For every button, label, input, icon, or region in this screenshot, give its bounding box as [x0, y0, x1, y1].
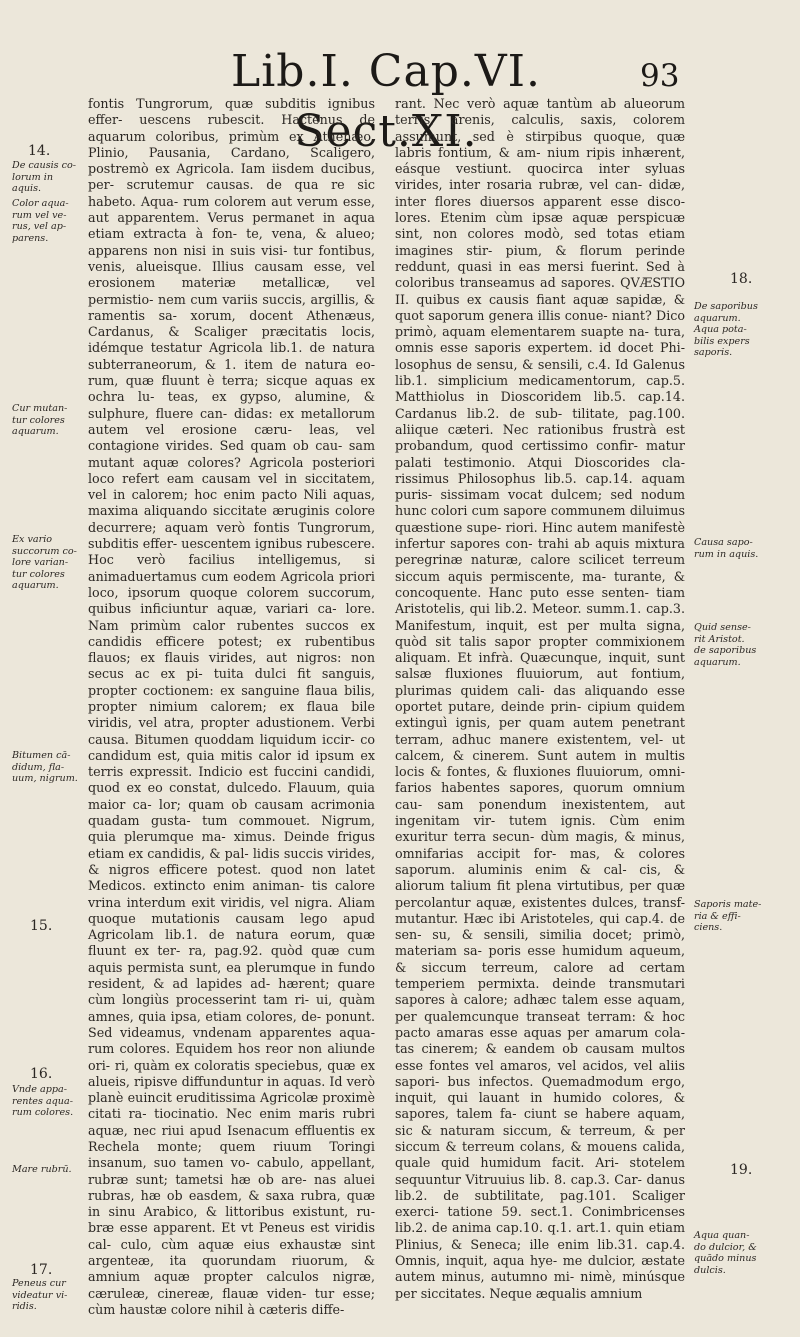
section-number-18: 18. — [730, 271, 753, 287]
margin-note-causis: De causis co- lorum in aquis. — [12, 160, 77, 194]
section-number-19: 19. — [730, 1162, 753, 1178]
right-column — [395, 96, 685, 1302]
margin-note-cur: Cur mutan- tur colores aquarum. — [12, 403, 68, 437]
right-column-text: rant. Nec verò aquæ tantùm ab alueorum terris, arenis, calculis, saxis, colorem assumunt, sed è stirpibus quoque, quæ labris fontium, & am- nium ripis inhærent, eásque vestiunt. quocirca inter syluas virides, inter rosaria rubræ, vel can- didæ, inter flores diuersos apparent esse disco- lores. Etenim cùm ipsæ aquæ perspicuæ sint, non colores modò, sed totas etiam imagines stir- pium, & florum perinde reddunt, quasi in eas mersi fuerint. Sed à coloribus transeamus ad sapores. QVÆSTIO II. quibus ex causis fiant aquæ sapidæ, & quot saporum genera illis conue- niant? Dico primò, aquam elementarem suapte na- tura, omnis esse saporis expertem. id docet Phi- losophus de sensu, & sensili, c.4. Id Galenus lib.1. simplicium medicamentorum, cap.5. Matthiolus in Dioscoridem lib.5. cap.14. Cardanus lib.2. de sub- tilitate, pag.100. aliique cæteri. Nec rationibus frustrà est probandum, quod certissimo confir- matur palati testimonio. Atqui Dioscorides cla- rissimus Philosophus lib.5. cap.14. aquam puris- sissimam vocat dulcem; sed nodum hunc colori cum sapore communem diluimus quæstione supe- riori. Hinc autem manifestè infertur sapores con- trahi ab aquis mixtura peregrinæ naturæ, calore scilicet terreum siccum aquis permiscente, ma- turante, & concoquente. Hanc puto esse senten- tiam Aristotelis, qui lib.2. Meteor. summ.1. cap.3. Manifestum, inquit, est per multa signa, quòd sit talis sapor propter commixionem aliquam. Et infrà. Quæcunque, inquit, sunt salsæ fluxiones fluuiorum, aut fontium, plurimas quidem cali- das aliquando esse oportet putare, deinde prin- cipium quidem extinguì ignis, per quam autem penetrant terram, adhuc manere existentem, vel- ut calcem, & cinerem. Sunt autem in multis locis & fontes, & fluxiones fluuiorum, omni- farios habentes sapores, quorum omnium cau- sam ponendum inexistentem, aut ingenitam vir- tutem ignis. Cùm enim exuritur terra secun- dùm magis, & minus, omnifarias accipit for- mas, & colores saporum. aluminis enim & cal- cis, & aliorum talium fit plena virtutibus, per quæ percolantur aquæ, existentes dulces, transf- mutantur. Hæc ibi Aristoteles, qui cap.4. de sen- su, & sensili, similia docet; primò, materiam sa- poris esse humidum aqueum, & siccum terreum, calore ad certam temperiem permixta. deinde transmutari sapores à calore; adhæc talem esse aquam, per qualemcunque transeat terram: & hoc pacto amaras esse aquas per amarum cola- tas cinerem; & eandem ob causam multos esse fontes vel amaros, vel acidos, vel aliis sapori- bus infectos. Quemadmodum ergo, inquit, qui lauant in humido colores, & sapores, talem fa- ciunt se habere aquam, sic & naturam siccum, & terreum, & per siccum & terreum colans, & mouens calida, quale quid humidum facit. Ari- stotelem sequuntur Vitruuius lib. 8. cap.3. Car- danus lib.2. de subtilitate, pag.101. Scaliger exerci- tatione 59. sect.1. Conimbricenses lib.2. de anima cap.10. q.1. art.1. quin etiam Plinius, & Seneca; ille enim lib.31. cap.4. Omnis, inquit, aqua hye- me dulcior, æstate autem minus, autumno mi- nimè, minúsque per siccitates. Neque æqualis amnium — [395, 96, 685, 1301]
section-number-17: 17. — [30, 1262, 53, 1278]
margin-note-peneus: Peneus cur videatur vi- ridis. — [12, 1278, 68, 1312]
margin-note-causa: Causa sapo- rum in aquis. — [694, 537, 759, 560]
left-column — [88, 96, 375, 1318]
section-number-15: 15. — [30, 918, 53, 934]
margin-note-quid: Quid sense- rit Aristot. de saporibus aquarum. — [694, 622, 757, 668]
margin-note-mare: Mare rubrū. — [12, 1164, 72, 1175]
margin-note-bitumen: Bitumen cā- didum, fla- uum, nigrum. — [12, 750, 78, 784]
margin-note-ex: Ex vario succorum co- lore varian- tur colores aquarum. — [12, 534, 77, 591]
left-column-text: fontis Tungrorum, quæ subditis ignibus effer- uescens rubescit. Hactenus de aquarum coloribus, primùm ex Athenæo, Plinio, Pausania, Cardano, Scaligero, postremò ex Agricola. Iam iisdem ducibus, per- scrutemur causas. de qua re sic habeto. Aqua- rum colorem aut verum esse, aut apparentem. Verus permanet in aqua etiam extracta à fon- te, vena, & alueo; apparens non nisi in suis visi- tur fontibus, venis, aluei̇sque. Illius causam esse, vel erosionem materiæ metallicæ, vel permistio- nem cum variis succis, argillis, & ramentis sa- xorum, docent Athenæus, Cardanus, & Scaliger præcitatis locis, idémque testatur Agricola lib.1. de natura subterraneorum, & 1. item de natura eo- rum, quæ fluunt è terra; sicque aquas ex ochra lu- teas, ex gypso, alumine, & sulphure, fluere can- didas: ex metallorum autem vel erosione cæru- leas, vel contagione virides. Sed quam ob cau- sam mutant aquæ colores? Agricola posteriori loco refert eam causam vel in siccitatem, vel in calorem; hoc enim pacto Nili aquas, maxima aliquando siccitate æruginis colore decurrere; aquam verò fontis Tungrorum, subditis effer- uescentem ignibus rubescere. Hoc verò facilius intelligemus, si animaduertamus cum eodem Agricola priori loco, ipsorum quoque colorem succorum, quibus inficiuntur aquæ, variari ca- lore. Nam primùm calor rubentes succos ex candidis efficere potest; ex rubentibus flauos; ex flauis virides, aut nigros: non secus ac ex pi- tuita dulci fit sanguis, propter coctionem: ex sanguine flaua bilis, propter nimium calorem; ex flaua bile viridis, vel atra, propter adustionem. Verbi causa. Bitumen quoddam liquidum iccir- co candidum est, quia mitis calor id ipsum ex terris expressit. Indicio est fuccini candidi, quod ex eo constat, dulcedo. Flauum, quia maior ca- lor; quam ob causam acrimonia quadam gusta- tum commouet. Nigrum, quia plerumque ma- ximus. Deinde frigus etiam ex candidis, & pal- lidis succis virides, & nigros efficere potest. quod non latet Medicos. extincto enim animan- tis calore vrina interdum exit viridis, vel nigra. Aliam quoque mutationis causam lego apud Agricolam lib.1. de natura eorum, quæ fluunt ex ter- ra, pag.92. quòd quæ cum aquis permista sunt, ea plerumque in fundo resident, & ad lapides ad- hærent; quare cùm longiùs processerint tam ri- ui, quàm amnes, quia ipsa, etiam colores, de- ponunt. Sed videamus, vndenam apparentes aqua- rum colores. Equidem hos reor non aliunde ori- ri, quàm ex coloratis speciebus, quæ ex alueis, ripisve diffunduntur in aquas. Id verò planè euincit eruditissima Agricolæ proximè citati ra- tiocinatio. Nec enim maris rubri aquæ, nec riui apud Isenacum effluentis ex Rechela monte; quem riuum Toringi insanum, suo tamen vo- cabulo, appellant, rubræ sunt; tametsi hæ ob are- nas aluei rubras, hæ ob easdem, & saxa rubra, quæ in sinu Arabico, & littoribus existunt, ru- bræ esse apparent. Et vt Peneus est viridis cal- culo, cùm aquæ eius exhaustæ sint argenteæ, ita quorundam riuorum, & amnium aquæ propter calculos nigræ, cæruleæ, cinereæ, flauæ viden- tur esse; cùm haustæ colore nihil à cæteris diffe- — [88, 96, 375, 1317]
margin-note-aqua: Aqua quan- do dulcior, & quādo minus dulcis. — [694, 1230, 757, 1276]
margin-note-saporis: Saporis mate- ria & effi- ciens. — [694, 899, 762, 933]
page-number: 93 — [640, 58, 680, 94]
margin-note-color: Color aqua- rum vel ve- rus, vel ap- parens. — [12, 198, 69, 244]
section-number-14: 14. — [28, 143, 51, 159]
section-number-16: 16. — [30, 1066, 53, 1082]
page-title: Lib.I. Cap.VI. Sect.XI. — [231, 46, 541, 157]
margin-note-saporibus: De saporibus aquarum. Aqua pota- bilis expers saporis. — [694, 301, 758, 358]
margin-note-vnde: Vnde appa- rentes aqua- rum colores. — [12, 1084, 74, 1118]
